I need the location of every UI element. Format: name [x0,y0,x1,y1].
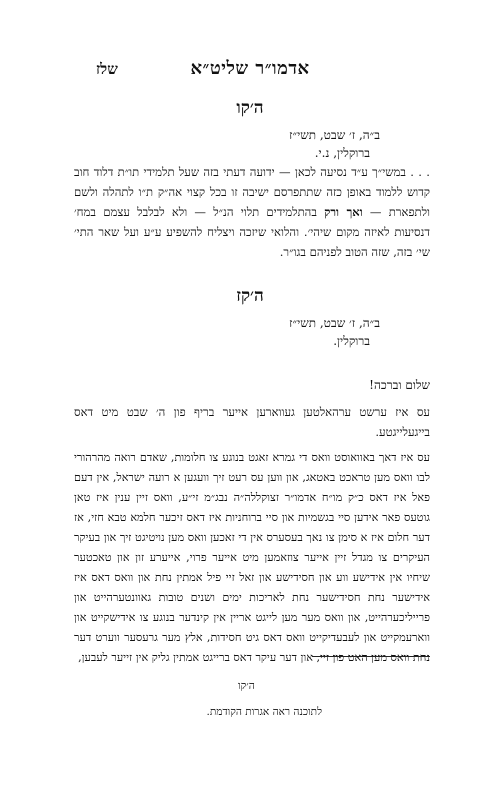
signature: ה׳קו [238,680,255,692]
letter-date: ב״ה, ז׳ שבט, תשי״ז [289,128,380,142]
letter-number: ה׳קו [236,98,264,118]
footnote: לתוכנה ראה אגרות הקודמת. [206,706,322,718]
letter-date: ב״ה, ז׳ שבט, תשי״ז [289,316,380,330]
letter-place: ברוקלין. [333,334,370,348]
letter-greeting: שלום וברכה! [369,378,430,392]
letter-body-text-end: בהתלמידים תלוי הנ״ל — ולא לבלבל עצמם במח׳ דנסיעות לאיזה מקום שיהי׳. והלואי שיזכה ויצליח להשפיע ע״ע ועל שאר התי׳ שי׳ בזה, שזה הטוב לפניהם בגו״ר. [74,205,430,259]
letter-number: ה׳קז [236,286,264,306]
page-number: שלז [96,60,118,78]
letter-paragraph: עס איז ערשט ערהאלטען געווארען אייער בריף פון ה׳ שבט מיט דאס בייגעלייגטע. [74,405,430,439]
letter-body-text: . . . במשי״ך ע״ד נסיעה לכאן — ידועה דעתי בזה שעל תלמידי תו״ת דלוד חוב קדוש ללמוד באופן כזה שתתפרסם ישיבה זו בכל קצוי אה״ק ת״ו לתהלה ולשם ולתפארת — [74,165,430,219]
letter-paragraph: עס איז דאך באוואוסט וואס די גמרא זאגט בנוגע צו חלומות, שאדם רואה מהרהורי לבו וואס מען טראכט באטאג, און ווען עס רעט זיך וועגען א רועה ישראל, אין דעם פאל איז דאס כ״ק מו״ח אדמו״ר זצוקללה״ה נבג״מ זי״ע, וואס זיין ענין איז טאן גוטעס פאר אידען סיי בגשמיות און סיי ברוחניות איז דאס זיכער חלמא טבא חזי, אז דער חלום איז א סימן צו נאך בעסערס אין די זאכען וואס מען נויטיגט זיך און בעיקר העיקרים צו מגדל זיין אייער צוזאמען מיט אייער פרוי, אייערע זון און טאכטער שיחיו אין אידישע ווע און חסידישע און זאל זיי פיל אמתין נחת און וואס דאס איז אידישער נחת חסידישער נחת לאריכות ימים ושנים טובות גאוונטערהייט און פרייליכערהייט, און וואס מער מען לייגט אריין אין קינדער בנוגע צו אידישקייט און ווארעמקייט און לעבעדיקייט וואס דאס גיט חסידות, אלץ מער גרעסער ווערט דער נחת וואס מען האט פון זיי, און דער עיקר דאס ברייגט אמתין גליק אין זייער לעבען, [74,451,430,664]
running-title: אדמו״ר שליט״א [190,58,310,79]
letter-body [74,162,430,262]
divider-rule [312,656,430,657]
letter-place: ברוקלין, נ.י. [314,146,370,160]
letter-body-emphasis: ואך ורק [324,205,363,219]
